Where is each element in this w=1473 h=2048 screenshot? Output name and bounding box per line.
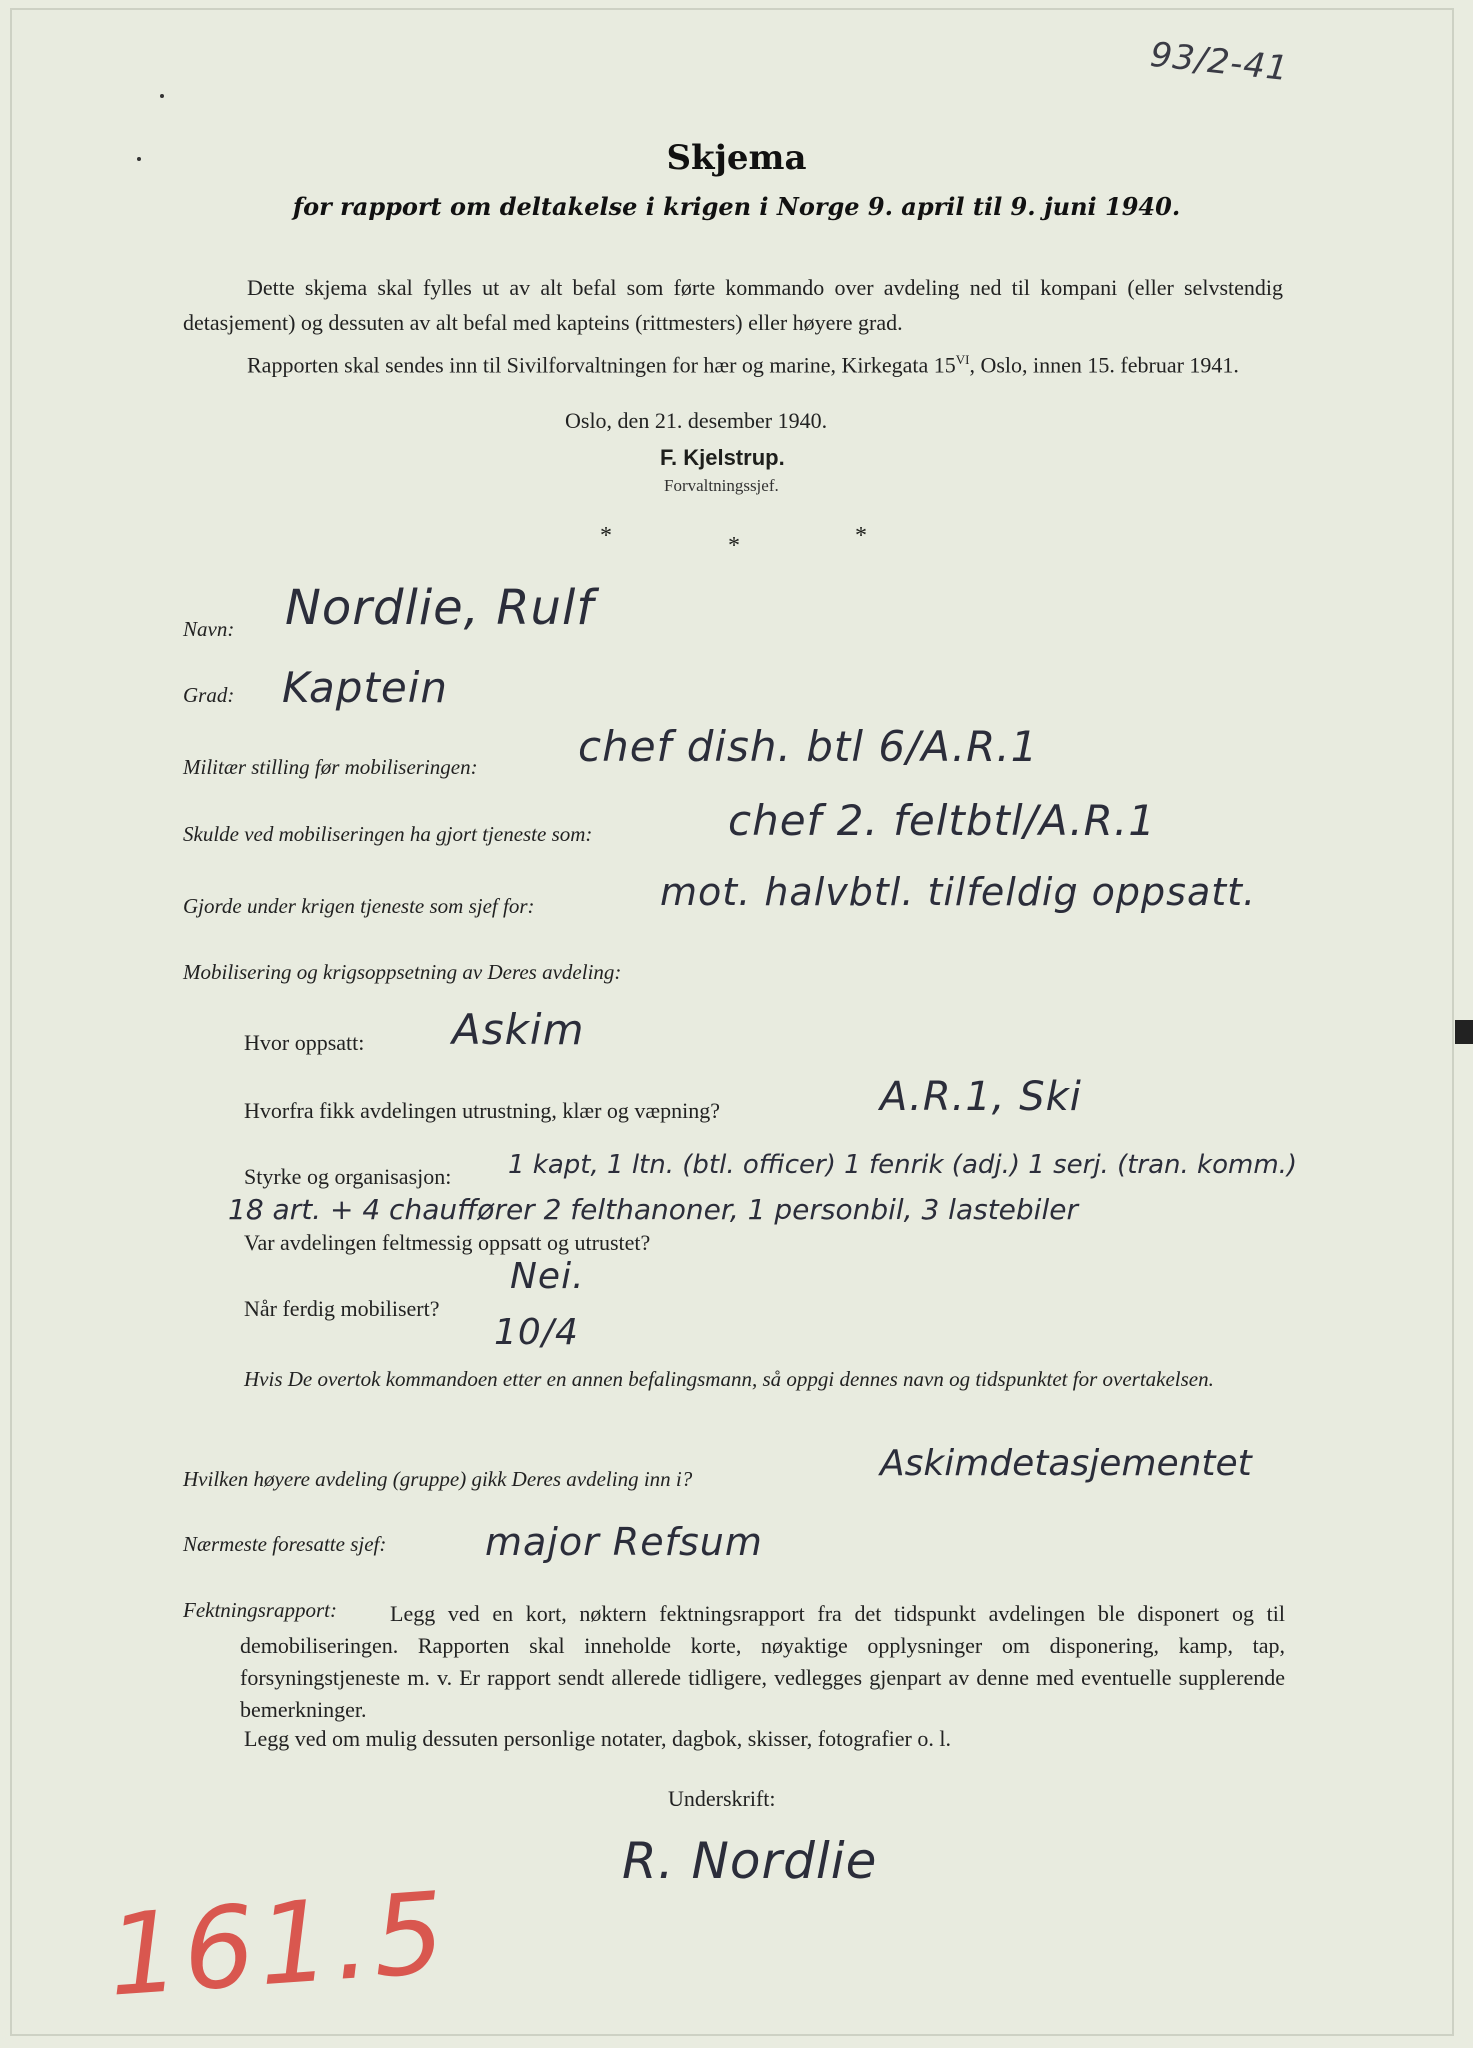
fektning-label: Fektningsrapport: <box>183 1598 337 1622</box>
signature: R. Nordlie <box>622 1832 878 1890</box>
separator-star: * <box>728 533 740 559</box>
signatory-name: F. Kjelstrup. <box>660 445 785 470</box>
intro-paragraph-2 <box>183 342 1283 382</box>
intro-paragraph-2-text: Rapporten skal sendes inn til Sivilforvaltningen for hær og marine, Kirkegata 15 <box>247 352 956 378</box>
field-label-hvorfra: Hvorfra fikk avdelingen utrustning, klær og væpning? <box>244 1098 720 1123</box>
field-label-gjorde: Gjorde under krigen tjeneste som sjef for: <box>183 894 535 918</box>
field-value-hvor: Askim <box>452 1005 585 1054</box>
attachments-note: Legg ved om mulig dessuten personlige notater, dagbok, skisser, fotografier o. l. <box>244 1726 951 1751</box>
intro-superscript: VI <box>955 352 970 367</box>
field-value-var: Nei. <box>510 1256 585 1297</box>
signatory-title: Forvaltningssjef. <box>664 476 779 495</box>
archive-reference: 93/2-41 <box>1148 34 1291 90</box>
edge-tab <box>1455 1020 1473 1044</box>
field-value-hvorfra: A.R.1, Ski <box>880 1074 1082 1120</box>
field-value-grad: Kaptein <box>282 663 449 712</box>
field-label-militaer: Militær stilling før mobiliseringen: <box>183 755 478 779</box>
field-label-naermeste: Nærmeste foresatte sjef: <box>183 1532 387 1556</box>
signature-label: Underskrift: <box>668 1786 776 1811</box>
field-value-skulde: chef 2. feltbtl/A.R.1 <box>728 796 1156 845</box>
field-value-hvilken: Askimdetasjementet <box>880 1443 1252 1484</box>
form-title: Skjema <box>666 138 807 178</box>
field-value-styrke-line-1: 1 kapt, 1 ltn. (btl. officer) 1 fenrik (adj.) 1 serj. (tran. komm.) <box>508 1150 1298 1180</box>
field-label-styrke: Styrke og organisasjon: <box>244 1164 452 1189</box>
field-label-hvis: Hvis De overtok kommandoen etter en annen befalingsmann, så oppgi dennes navn og tidspunktet for overtakelsen. <box>244 1367 1214 1391</box>
field-value-naar: 10/4 <box>494 1312 579 1353</box>
fektning-instructions: Legg ved en kort, nøktern fektningsrapport fra det tidspunkt avdelingen ble disponert og til demobiliseringen. Rapporten skal inneholde korte, nøyaktige opplysninger om disponering, kamp, tap, forsyningstjeneste m. v. Er rapport sendt allerede tidligere, vedlegges gjenpart av denne med eventuelle supplerende bemerkninger. <box>240 1601 1285 1722</box>
intro-paragraph-1: Dette skjema skal fylles ut av alt befal som førte kommando over avdeling ned til kompani (eller selvstendig detasjement) og dessuten av alt befal med kapteins (rittmesters) eller høyere grad. <box>183 275 1283 335</box>
field-value-naermeste: major Refsum <box>485 1520 763 1564</box>
field-value-styrke-line-2: 18 art. + 4 chauffører 2 felthanoner, 1 personbil, 3 lastebiler <box>228 1193 1078 1226</box>
section-heading-mobilisering: Mobilisering og krigsoppsetning av Deres avdeling: <box>183 960 622 984</box>
field-label-skulde: Skulde ved mobiliseringen ha gjort tjeneste som: <box>183 822 593 846</box>
form-subtitle: for rapport om deltakelse i krigen i Norge 9. april til 9. juni 1940. <box>292 192 1181 221</box>
place-date: Oslo, den 21. desember 1940. <box>565 408 828 433</box>
speck-mark <box>160 94 164 98</box>
field-value-gjorde: mot. halvbtl. tilfeldig oppsatt. <box>660 870 1257 914</box>
field-label-grad: Grad: <box>183 683 235 707</box>
field-label-hvor: Hvor oppsatt: <box>244 1030 365 1055</box>
field-value-militaer: chef dish. btl 6/A.R.1 <box>578 722 1039 771</box>
separator-star: * <box>855 523 867 549</box>
red-folio-number: 161.5 <box>103 1868 453 2022</box>
field-label-var: Var avdelingen feltmessig oppsatt og utrustet? <box>244 1230 651 1255</box>
intro-paragraph-2-text-end: , Oslo, innen 15. februar 1941. <box>969 352 1239 378</box>
field-value-navn: Nordlie, Rulf <box>285 580 595 636</box>
field-label-naar: Når ferdig mobilisert? <box>244 1296 440 1321</box>
field-label-hvilken: Hvilken høyere avdeling (gruppe) gikk Deres avdeling inn i? <box>183 1467 693 1491</box>
separator-star: * <box>600 523 612 549</box>
field-label-navn: Navn: <box>183 617 235 641</box>
